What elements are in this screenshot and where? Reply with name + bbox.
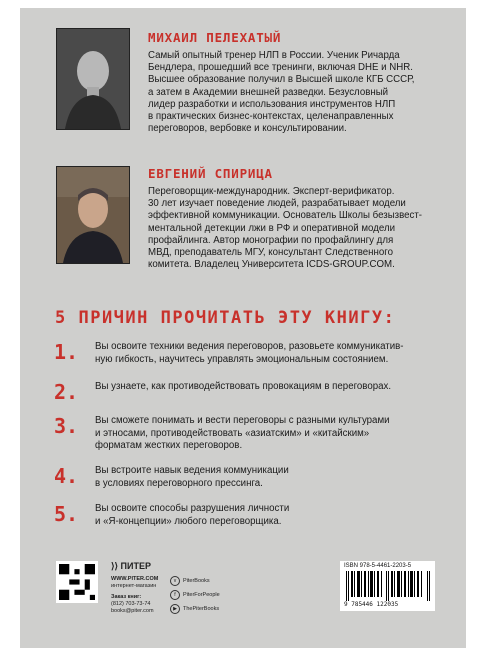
publisher-site[interactable]: WWW.PITER.COM [111,576,159,582]
author-photo-spiritsa [56,166,130,264]
reason-number-3: 3. [54,414,79,438]
publisher-site-sub: интернет-магазин [111,583,157,589]
social-label: ThePiterBooks [183,606,220,612]
reason-text-3: Вы сможете понимать и вести переговоры с разными культурами и этносами, противодействовать «азиатским» и «китайским» форматам жестких переговоров. [95,415,390,451]
social-label: PiterBooks [183,578,210,584]
publisher-logo [111,561,151,572]
author-bio-1: Самый опытный тренер НЛП в России. Ученик Ричарда Бендлера, прошедший все тренинги, включая DHE и NHR. Высшее образование получил в Высшей школе КГБ СССР, а затем в Академии внешней разведки. Безусловный лидер разработки и использования инструментов НЛП в практических бизнес-контекстах, целенаправленных переговоров, вербовке и консультировании. [148,50,415,135]
youtube-icon: ▶ [170,604,180,614]
author-name-2: ЕВГЕНИЙ СПИРИЦА [148,166,273,181]
reasons-heading: 5 ПРИЧИН ПРОЧИТАТЬ ЭТУ КНИГУ: [55,308,396,328]
people-icon: f [170,590,180,600]
portrait-image [57,167,129,263]
reason-text-5: Вы освоите способы разрушения личности и «Я-концепции» любого переговорщика. [95,503,290,527]
vk-icon: v [170,576,180,586]
book-back-cover [20,8,466,648]
isbn-text: ISBN 978-5-4461-2203-5 [344,563,412,569]
barcode-number: 9 785446 122035 [344,601,399,608]
reason-text-1: Вы освоите техники ведения переговоров, разовьете коммуникатив- ную гибкость, научитесь управлять эмоциональным состоянием. [95,341,404,365]
order-label: Заказ книг: [111,594,142,600]
social-link-youtube[interactable] [170,604,219,614]
qr-code-icon [59,564,95,600]
reason-number-4: 4. [54,464,79,488]
author-bio-2: Переговорщик-международник. Эксперт-верификатор. 30 лет изучает поведение людей, разрабатывает модели эффективной коммуникации. Основатель Школы безызвест- ментальной детекции лжи в РФ и оперативной модели профайлинга. Автор монографии по профайлингу для МВД, преподаватель МГУ, консультант Следственного комитета. Владелец Университета ICDS-GROUP.COM. [148,186,423,271]
piter-logo-icon: ⟩⟩ [111,561,119,571]
social-link-vk[interactable] [170,576,210,586]
reason-number-5: 5. [54,502,79,526]
social-link-people[interactable] [170,590,220,600]
qr-code [56,561,98,603]
reason-number-2: 2. [54,380,79,404]
publisher-name: ПИТЕР [120,561,151,571]
reason-number-1: 1. [54,340,79,364]
barcode-icon [346,571,430,601]
author-photo-pelekhaty [56,28,130,130]
author-name-1: МИХАИЛ ПЕЛЕХАТЫЙ [148,30,282,45]
social-label: PiterForPeople [183,592,220,598]
isbn-barcode [340,561,435,611]
reason-text-2: Вы узнаете, как противодействовать провокациям в переговорах. [95,381,392,392]
order-details: (812) 703-73-74 books@piter.com [111,601,154,614]
reason-text-4: Вы встроите навык ведения коммуникации в условиях переговорного прессинга. [95,465,289,489]
portrait-image [57,29,129,129]
